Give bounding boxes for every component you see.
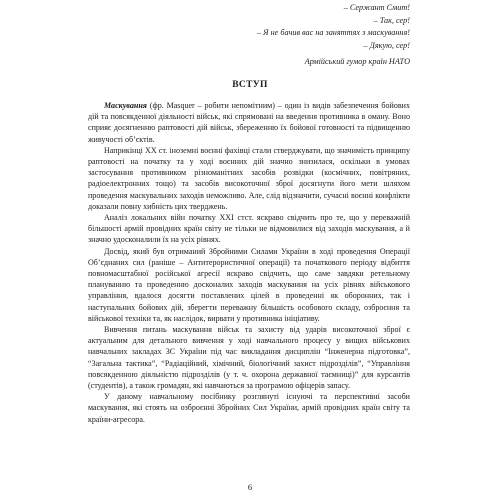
- epigraph-line: – Так, сер!: [373, 15, 410, 25]
- defined-term: Маскування: [104, 101, 147, 110]
- epigraph-line: – Дякую, сер!: [363, 40, 410, 50]
- paragraph: [88, 100, 410, 145]
- paragraph-text: (фр. Masquer – робити непомітним) – один із видів забезпечення бойових дій та повсякденної діяльності військ, які спрямовані на введення противника в оману. Воно сприяє досягненню раптовості дій військ, збереженню їх бойової готовності та підвищенню живучості об’єктів.: [88, 101, 410, 144]
- paragraph: Аналіз локальних війн початку XXI стст. яскраво свідчить про те, що у переважній більшості армій провідних країн світу не тільки не відмовилися від заходів маскування, а й значно удосконалили їх на усіх рівнях.: [88, 213, 410, 245]
- epigraph-line: – Сержант Смит!: [343, 3, 410, 12]
- epigraph-line: – Я не бачив вас на заняттях з маскування!: [257, 28, 410, 38]
- section-title: ВСТУП: [232, 80, 268, 90]
- epigraph-source: Армійський гумор країн НАТО: [304, 57, 410, 67]
- paragraph: Наприкінці XX ст. іноземні воєнні фахівці стали стверджувати, що значимість принципу раптовості на початку та у ході воєнних дій значно знизилася, оскільки в умовах застосування противником різноманітних засобів розвідки (космічних, повітряних, радіоелектронних тощо) та засобів високоточної зброї досягнути його мети шляхом проведення маскувальних заходів неможливо. Але, слід відзначити, сучасні воєнні конфлікти доказали повну хибність цих тверджень.: [88, 145, 410, 211]
- page-number: 6: [247, 482, 253, 492]
- paragraph: У даному навчальному посібнику розглянуті існуючі та перспективні засоби маскування, які стоять на озброєнні Збройних Сил України, армій провідних країн світу та країни-агресора.: [88, 392, 410, 424]
- paragraph: Досвід, який був отриманий Збройними Силами України в ході проведення Операції Об’єднаних сил (раніше – Антитерористичної операції) та початкового періоду відбиття повномасштабної російської агресії яскраво свідчить, що саме завдяки ретельному плануванню та проведенню досконалих заходів маскування на усіх рівнях військового управління, вдалося досягти поставлених цілей в проведенні як оборонних, так і наступальних бойових дій, зберегти переважну більшість особового складу, озброєння та військової техніки та, як наслідок, вирвати у противника ініціативу.: [88, 246, 410, 323]
- epigraph: [110, 2, 410, 69]
- paragraph: Вивчення питань маскування військ та захисту від ударів високоточної зброї є актуальним для детального вивчення у ході навчального процесу у вищих військових навчальних закладах ЗС України під час викладання дисциплін “Інженерна підготовка”, “Загальна тактика”, “Радіаційний, хімічний, біологічний захист підрозділів”, “Управління повсякденною діяльністю підрозділів (у т. ч. охорона державної таємниці)” для курсантів (студентів), а також громадян, які навчаються за програмою офіцерів запасу.: [88, 325, 410, 391]
- body-text: [88, 100, 410, 425]
